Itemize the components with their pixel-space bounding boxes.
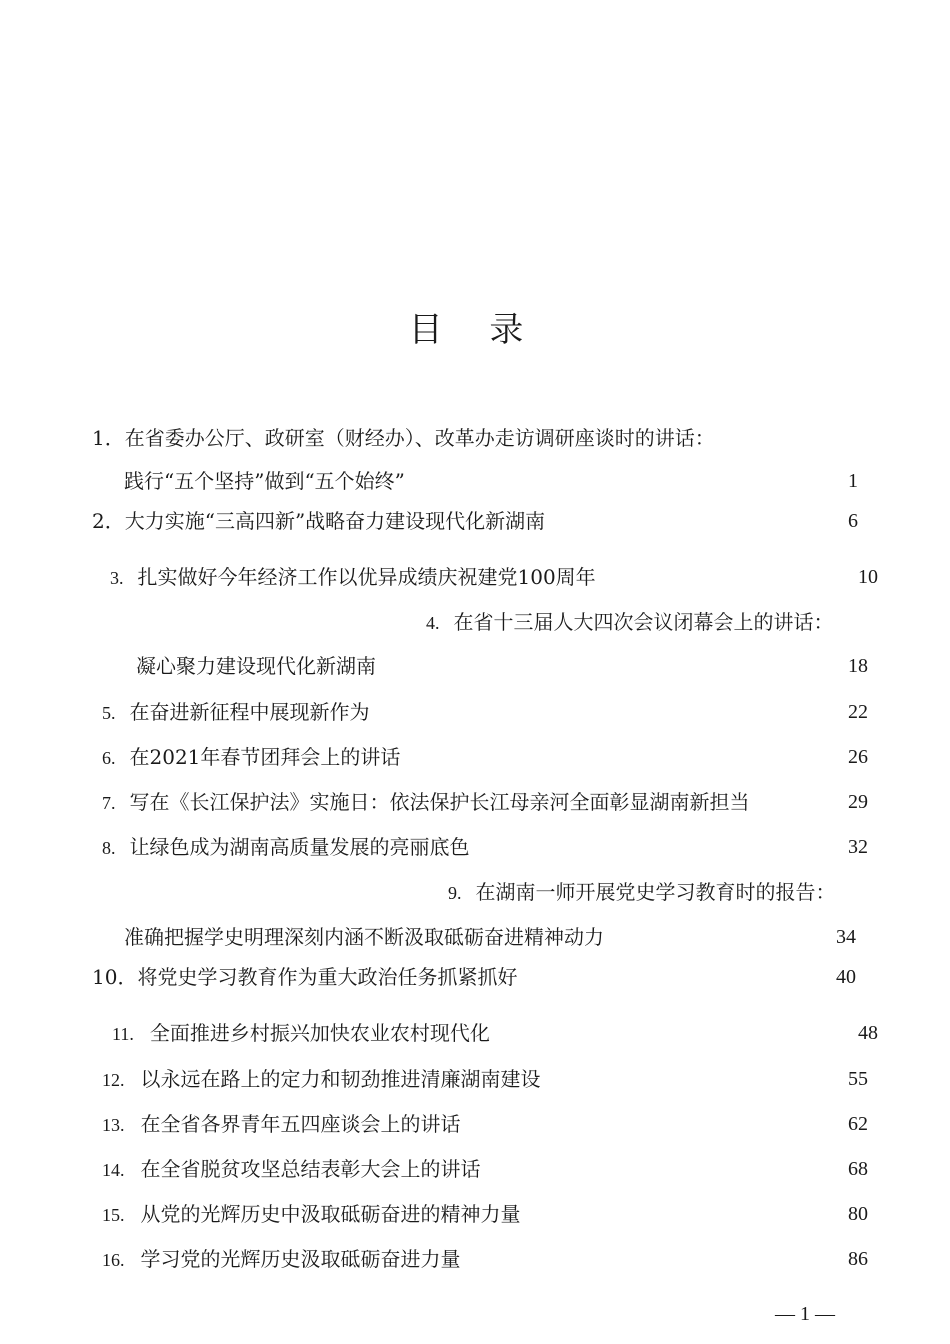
toc-entry-6[interactable]	[102, 743, 400, 772]
toc-entry-7[interactable]	[102, 788, 750, 817]
entry-number: 10．	[92, 965, 138, 989]
entry-number: 5.	[102, 703, 116, 723]
entry-number: 1．	[92, 426, 125, 450]
entry-title: 全面推进乡村振兴加快农业农村现代化	[149, 1021, 490, 1045]
entry-subtitle[interactable]: 准确把握学史明理深刻内涵不断汲取砥砺奋进精神动力	[124, 925, 604, 949]
toc-entry-9[interactable]	[448, 878, 836, 907]
entry-title: 在全省各界青年五四座谈会上的讲话	[140, 1112, 461, 1136]
entry-title: 在奋进新征程中展现新作为	[129, 700, 370, 724]
entry-title: 扎实做好今年经济工作以优异成绩庆祝建党100周年	[137, 565, 596, 589]
entry-page: 18	[848, 655, 868, 677]
toc-entry-11[interactable]	[112, 1019, 490, 1048]
entry-page: 86	[848, 1248, 868, 1270]
entry-page: 1	[848, 470, 858, 492]
entry-number: 7.	[102, 793, 116, 813]
entry-page: 32	[848, 836, 868, 858]
entry-page: 68	[848, 1158, 868, 1180]
entry-page: 48	[858, 1022, 878, 1044]
entry-title: 大力实施“三高四新”战略奋力建设现代化新湖南	[124, 509, 546, 533]
toc-entry-4[interactable]	[426, 608, 834, 637]
toc-entry-5[interactable]	[102, 698, 370, 727]
entry-number: 2．	[92, 509, 125, 533]
entry-number: 3.	[110, 568, 124, 588]
page-title: 目 录	[408, 310, 542, 350]
entry-page: 55	[848, 1068, 868, 1090]
entry-title: 在省委办公厅、政研室（财经办）、改革办走访调研座谈时的讲话：	[124, 426, 715, 450]
toc-entry-16[interactable]	[102, 1245, 461, 1274]
entry-title: 从党的光辉历史中汲取砥砺奋进的精神力量	[140, 1202, 521, 1226]
toc-entry-8[interactable]	[102, 833, 470, 862]
page-number-footer: — 1 —	[775, 1303, 835, 1325]
entry-page: 26	[848, 746, 868, 768]
entry-number: 16.	[102, 1250, 125, 1270]
entry-number: 12.	[102, 1070, 125, 1090]
entry-page: 10	[858, 566, 878, 588]
entry-subtitle[interactable]: 践行“五个坚持”做到“五个始终”	[124, 469, 405, 493]
entry-title: 将党史学习教育作为重大政治任务抓紧抓好	[137, 965, 518, 989]
entry-number: 14.	[102, 1160, 125, 1180]
entry-title: 写在《长江保护法》实施日：依法保护长江母亲河全面彰显湖南新担当	[129, 790, 750, 814]
entry-page: 29	[848, 791, 868, 813]
entry-title: 在2021年春节团拜会上的讲话	[129, 745, 401, 769]
entry-title: 学习党的光辉历史汲取砥砺奋进力量	[140, 1247, 461, 1271]
toc-entry-13[interactable]	[102, 1110, 461, 1139]
entry-number: 6.	[102, 748, 116, 768]
entry-title: 在省十三届人大四次会议闭幕会上的讲话：	[453, 610, 834, 634]
entry-page: 62	[848, 1113, 868, 1135]
entry-page: 40	[836, 966, 856, 988]
toc-entry-2[interactable]	[92, 507, 545, 535]
entry-title: 让绿色成为湖南高质量发展的亮丽底色	[129, 835, 470, 859]
entry-number: 11.	[112, 1024, 134, 1044]
toc-entry-14[interactable]	[102, 1155, 481, 1184]
entry-number: 15.	[102, 1205, 125, 1225]
entry-title: 在湖南一师开展党史学习教育时的报告：	[475, 880, 836, 904]
entry-subtitle[interactable]: 凝心聚力建设现代化新湖南	[136, 654, 376, 678]
entry-page: 22	[848, 701, 868, 723]
toc-entry-3[interactable]	[110, 563, 596, 592]
entry-number: 13.	[102, 1115, 125, 1135]
entry-page: 80	[848, 1203, 868, 1225]
entry-number: 9.	[448, 883, 462, 903]
toc-entry-1[interactable]	[92, 424, 715, 452]
toc-entry-12[interactable]	[102, 1065, 541, 1094]
entry-page: 6	[848, 510, 858, 532]
toc-entry-10[interactable]	[92, 963, 517, 991]
entry-number: 4.	[426, 613, 440, 633]
entry-title: 在全省脱贫攻坚总结表彰大会上的讲话	[140, 1157, 481, 1181]
entry-number: 8.	[102, 838, 116, 858]
entry-title: 以永远在路上的定力和韧劲推进清廉湖南建设	[140, 1067, 541, 1091]
entry-page: 34	[836, 926, 856, 948]
toc-entry-15[interactable]	[102, 1200, 521, 1229]
